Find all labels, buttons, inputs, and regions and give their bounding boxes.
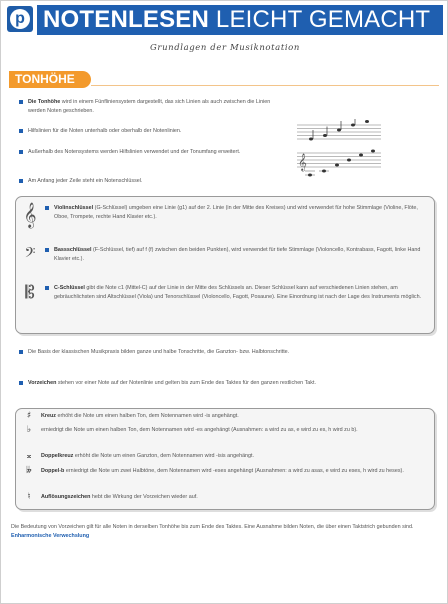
bullet-square-icon — [19, 350, 23, 354]
flat-icon: ♭ — [26, 425, 32, 435]
paragraph-bullet — [19, 348, 437, 357]
accidental-text: erhöht die Note um einen Ganzton, dem Notennamen wird -isis angehängt. — [74, 453, 255, 459]
double-flat-icon: 𝄫 — [26, 466, 32, 476]
page-title — [43, 7, 430, 33]
section-rule — [91, 85, 439, 86]
bullet-square-icon — [19, 100, 23, 104]
accidental-item — [41, 412, 427, 421]
footer-bold: Enharmonische Verwechslung — [11, 532, 90, 539]
accidental-text: erniedrigt die Note um zwei Halbtöne, dem Notennamen wird -eses angehängt (Ausnahmen: a wird zu asas, e wird zu eses, h wird zu heses). — [65, 468, 404, 474]
publisher-logo — [7, 6, 33, 32]
section-tab-label: TONHÖHE — [15, 72, 75, 86]
treble-clef-icon: 𝄞 — [23, 203, 37, 228]
footer-paragraph — [11, 523, 439, 540]
bullet-square-icon — [19, 381, 23, 385]
clef-name: Violinschlüssel — [54, 205, 94, 211]
bullet-square-icon — [45, 206, 49, 210]
accidental-name: Doppelkreuz — [41, 453, 74, 459]
bass-clef-icon: 𝄢 — [24, 245, 36, 265]
clef-item — [45, 246, 427, 263]
c-clef-icon: 𝄡 — [25, 283, 35, 303]
paragraph-bullet — [19, 379, 437, 388]
clef-item — [45, 284, 427, 301]
bullet-square-icon — [45, 286, 49, 290]
bullet-text: Hilfslinien für die Noten unterhalb oder oberhalb der Notenlinien. — [28, 128, 182, 134]
bullet-square-icon — [19, 150, 23, 154]
clef-item — [45, 204, 427, 221]
paragraph-text: Die Basis der klassischen Musikpraxis bilden ganze und halbe Tonschritte, die Ganzton- bzw. Halbtonschritte. — [28, 349, 290, 355]
bullet-bold: Die Tonhöhe — [28, 99, 61, 105]
accidental-item — [41, 467, 427, 476]
footer-text: Die Bedeutung von Vorzeichen gilt für alle Noten in derselben Tonhöhe bis zum Ende des Taktes. Eine Ausnahme bilden Noten, die über einen Taktstrich gebunden sind. — [11, 524, 414, 530]
accidental-text: erhöht die Note um einen halben Ton, dem Notennamen wird -is angehängt. — [57, 413, 239, 419]
clef-text: (G-Schlüssel) umgeben eine Linie (g1) auf der 2. Linie (in der Mitte des Kreises) und wird verwendet für hohe Stimmlage (Violine, Flöte, Oboe, Trompete, rechte Hand Klavier etc.). — [54, 205, 418, 220]
accidental-name: Auflösungszeichen — [41, 494, 91, 500]
accidental-item — [41, 426, 427, 435]
sharp-icon: ♯ — [26, 411, 32, 421]
title-rest: LEICHT GEMACHT — [215, 6, 431, 33]
intro-bullet — [19, 127, 289, 136]
clef-name: Bassschlüssel — [54, 247, 92, 253]
intro-bullet — [19, 98, 289, 115]
accidental-text: erniedrigt die Note um einen halben Ton, dem Notennamen wird -es angehängt (Ausnahmen: a wird zu as, e wird zu es, h wird zu b). — [41, 427, 358, 433]
intro-bullet — [19, 148, 289, 157]
bullet-text: Am Anfang jeder Zeile steht ein Notenschlüssel. — [28, 178, 143, 184]
clef-text: gibt die Note c1 (Mittel-C) auf der Linie in der Mitte des Schlüssels an. Dieser Schlüssel kann auf verschiedenen Linien stehen, am gebräuchlichsten sind Altschlüssel (Viola) und Tenorschlüssel (Violoncello, Fagott, Posaune). Eine Einordnung ist nach der Lage des Instruments möglich. — [54, 285, 422, 300]
bullet-text: wird in einem Fünfliniensystem dargestellt, das sich Linien als auch zwischen die Linien werden Noten geschrieben. — [28, 99, 271, 114]
staff-illustration-ledger — [297, 147, 381, 181]
double-sharp-icon: 𝄪 — [26, 451, 32, 461]
accidental-item — [41, 493, 427, 502]
clef-name: C-Schlüssel — [54, 285, 85, 291]
logo-letter: p — [10, 9, 30, 29]
paragraph-text: stehen vor einer Note auf der Notenlinie und gelten bis zum Ende des Taktes für den ganzen restlichen Takt. — [57, 380, 316, 386]
clef-text: (F-Schlüssel, tief) auf f (f) zwischen den beiden Punkten), wird verwendet für tiefe Stimmlage (Violoncello, Kontrabass, Fagott, linke Hand Klavier etc.). — [54, 247, 421, 262]
bullet-square-icon — [19, 129, 23, 133]
accidental-name: Doppel-b — [41, 468, 65, 474]
bullet-square-icon — [19, 179, 23, 183]
bullet-square-icon — [45, 248, 49, 252]
accidental-text: hebt die Wirkung der Vorzeichen wieder auf. — [91, 494, 198, 500]
accidental-item — [41, 452, 427, 461]
title-bold: NOTENLESEN — [43, 6, 210, 33]
natural-icon: ♮ — [27, 492, 31, 502]
intro-bullet — [19, 177, 289, 186]
paragraph-bold: Vorzeichen — [28, 380, 57, 386]
bullet-text: Außerhalb des Notensystems werden Hilfslinien verwendet und der Tonumfang erweitert. — [28, 149, 241, 155]
accidental-name: Kreuz — [41, 413, 56, 419]
staff-illustration-notes — [297, 119, 381, 145]
page-subtitle: Grundlagen der Musiknotation — [150, 43, 300, 53]
svg-text:𝄞: 𝄞 — [298, 153, 307, 171]
